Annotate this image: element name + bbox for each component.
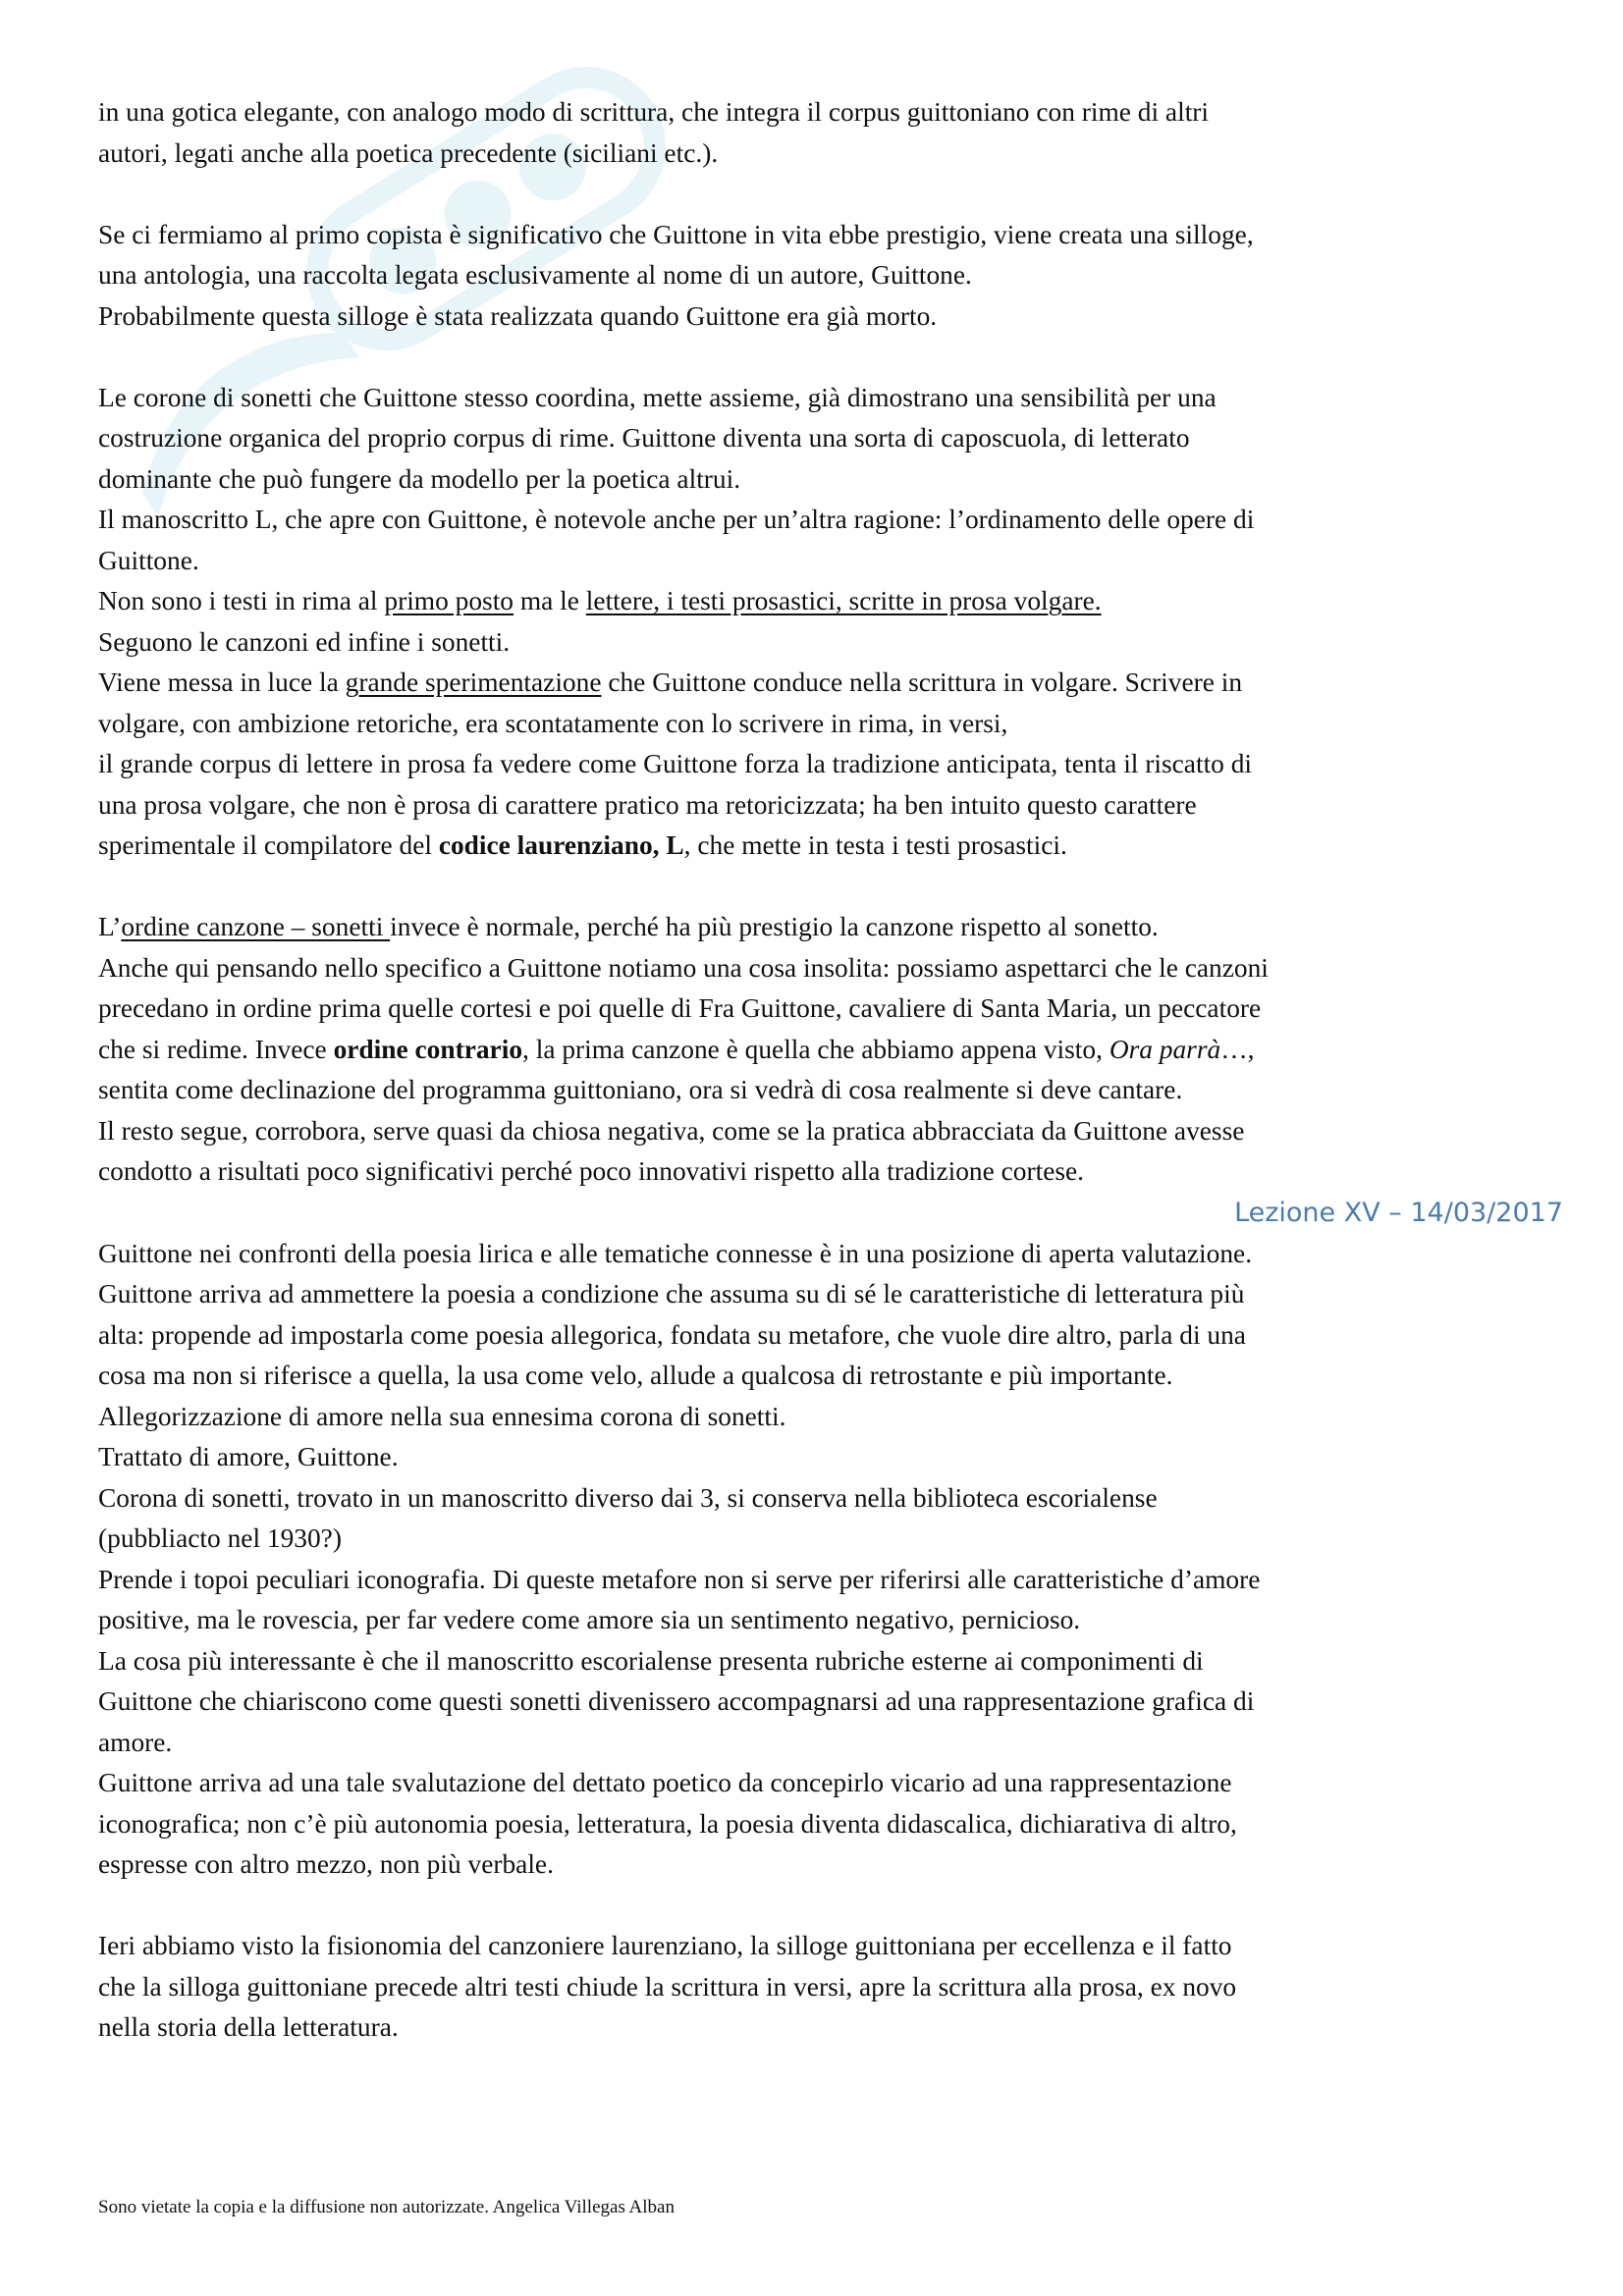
text-line: una antologia, una raccolta legata esclusivamente al nome di un autore, Guittone. (98, 260, 972, 290)
text-run: L’ (98, 912, 122, 941)
text-line: Allegorizzazione di amore nella sua ennesima corona di sonetti. (98, 1401, 786, 1431)
paragraph (98, 215, 1551, 338)
paragraph (98, 1926, 1551, 2049)
paragraph (98, 378, 1551, 867)
text-line: Se ci fermiamo al primo copista è significativo che Guittone in vita ebbe prestigio, viene creata una silloge, (98, 219, 1254, 249)
text-line: Guittone. (98, 545, 199, 575)
text-run: , che mette in testa i testi prosastici. (683, 830, 1067, 860)
text-run: Viene messa in luce la (98, 667, 346, 697)
text-line: dominante che può fungere da modello per la poetica altrui. (98, 463, 741, 494)
text-line: sentita come declinazione del programma guittoniano, ora si vedrà di cosa realmente si deve cantare. (98, 1075, 1183, 1104)
text-run: sperimentale il compilatore del (98, 830, 439, 860)
text-line (98, 663, 1551, 704)
text-line (98, 581, 1551, 622)
paragraph (98, 92, 1551, 174)
text-line: Seguono le canzoni ed infine i sonetti. (98, 626, 511, 657)
text-line: che la silloga guittoniane precede altri testi chiude la scrittura in versi, apre la scrittura alla prosa, ex novo (98, 1971, 1237, 2002)
lesson-heading: Lezione XV – 14/03/2017 (1234, 1197, 1563, 1228)
text-line: una prosa volgare, che non è prosa di carattere pratico ma retoricizzata; ha ben intuito questo carattere (98, 789, 1197, 820)
text-line: Corona di sonetti, trovato in un manoscritto diverso dai 3, si conserva nella biblioteca escorialense (98, 1482, 1158, 1513)
underlined-text: ordine canzone – sonetti (121, 912, 391, 941)
text-line: Il manoscritto L, che apre con Guittone, è notevole anche per un’altra ragione: l’ordinamento delle opere di (98, 505, 1255, 534)
paragraph (98, 1234, 1551, 1886)
text-line: Ieri abbiamo visto la fisionomia del canzoniere laurenziano, la silloge guittoniana per eccellenza e il fatto (98, 1931, 1232, 1960)
text-line: Prende i topoi peculiari iconografia. Di queste metafore non si serve per riferirsi alle caratteristiche d’amore (98, 1564, 1261, 1594)
text-run: Non sono i testi in rima al (98, 586, 385, 615)
paragraph (98, 907, 1551, 1193)
text-run: ma le (514, 586, 586, 615)
text-line: Il resto segue, corrobora, serve quasi da chiosa negativa, come se la pratica abbracciata da Guittone avesse (98, 1115, 1245, 1146)
text-line: alta: propende ad impostarla come poesia allegorica, fondata su metafore, che vuole dire altro, parla di una (98, 1319, 1246, 1350)
text-line (98, 1030, 1551, 1071)
text-line: precedano in ordine prima quelle cortesi e poi quelle di Fra Guittone, cavaliere di Santa Maria, un peccatore (98, 993, 1262, 1023)
underlined-text: lettere, i testi prosastici, scritte in prosa volgare. (585, 586, 1102, 615)
text-line (98, 907, 1551, 948)
text-line: Probabilmente questa silloge è stata realizzata quando Guittone era già morto. (98, 300, 938, 331)
text-line: espresse con altro mezzo, non più verbale. (98, 1849, 554, 1879)
text-line: cosa ma non si riferisce a quella, la usa come velo, allude a qualcosa di retrostante e più importante. (98, 1361, 1173, 1390)
text-line: in una gotica elegante, con analogo modo di scrittura, che integra il corpus guittoniano con rime di altri (98, 97, 1210, 127)
text-line: Le corone di sonetti che Guittone stesso coordina, mette assieme, già dimostrano una sensibilità per una (98, 382, 1217, 412)
text-line: volgare, con ambizione retoriche, era scontatamente con lo scrivere in rima, in versi, (98, 708, 1008, 738)
text-run: che Guittone conduce nella scrittura in volgare. Scrivere in (601, 667, 1243, 697)
text-run: …, (1220, 1034, 1255, 1064)
document-body (98, 92, 1563, 2049)
bold-text: codice laurenziano, L (438, 830, 684, 860)
text-line: (pubbliacto nel 1930?) (98, 1523, 342, 1553)
text-line: positive, ma le rovescia, per far vedere come amore sia un sentimento negativo, pernicioso. (98, 1605, 1081, 1634)
italic-text: Ora parrà (1109, 1034, 1221, 1064)
text-run: invece è normale, perché ha più prestigio la canzone rispetto al sonetto. (390, 912, 1159, 941)
underlined-text: grande sperimentazione (345, 667, 602, 697)
text-line: nella storia della letteratura. (98, 2012, 399, 2042)
text-line: Guittone che chiariscono come questi sonetti divenissero accompagnarsi ad una rappresentazione grafica di (98, 1686, 1255, 1716)
text-line: Trattato di amore, Guittone. (98, 1442, 399, 1471)
text-line: Guittone arriva ad una tale svalutazione del dettato poetico da concepirlo vicario ad una rappresentazione (98, 1768, 1232, 1797)
bold-text: ordine contrario (333, 1034, 523, 1064)
text-line: costruzione organica del proprio corpus di rime. Guittone diventa una sorta di caposcuola, di letterato (98, 423, 1190, 453)
text-line: autori, legati anche alla poetica precedente (siciliani etc.). (98, 137, 719, 168)
text-line: iconografica; non c’è più autonomia poesia, letteratura, la poesia diventa didascalica, dichiarativa di altro, (98, 1808, 1237, 1839)
text-line: il grande corpus di lettere in prosa fa vedere come Guittone forza la tradizione anticipata, tenta il riscatto di (98, 749, 1253, 778)
text-run: , la prima canzone è quella che abbiamo appena visto, (522, 1034, 1109, 1064)
underlined-text: primo posto (384, 586, 514, 615)
text-line: La cosa più interessante è che il manoscritto escorialense presenta rubriche esterne ai componimenti di (98, 1645, 1204, 1676)
text-run: che si redime. Invece (98, 1034, 334, 1064)
footer-note: Sono vietate la copia e la diffusione non autorizzate. Angelica Villegas Alban (98, 2197, 675, 2217)
text-line: Guittone nei confronti della poesia lirica e alle tematiche connesse è in una posizione di aperta valutazione. (98, 1238, 1253, 1268)
text-line: amore. (98, 1727, 173, 1757)
text-line: Anche qui pensando nello specifico a Guittone notiamo una cosa insolita: possiamo aspettarci che le canzoni (98, 952, 1269, 983)
text-line: condotto a risultati poco significativi perché poco innovativi rispetto alla tradizione cortese. (98, 1156, 1085, 1186)
text-line: Guittone arriva ad ammettere la poesia a condizione che assuma su di sé le caratteristiche di letteratura più (98, 1279, 1245, 1308)
text-line (98, 826, 1551, 867)
